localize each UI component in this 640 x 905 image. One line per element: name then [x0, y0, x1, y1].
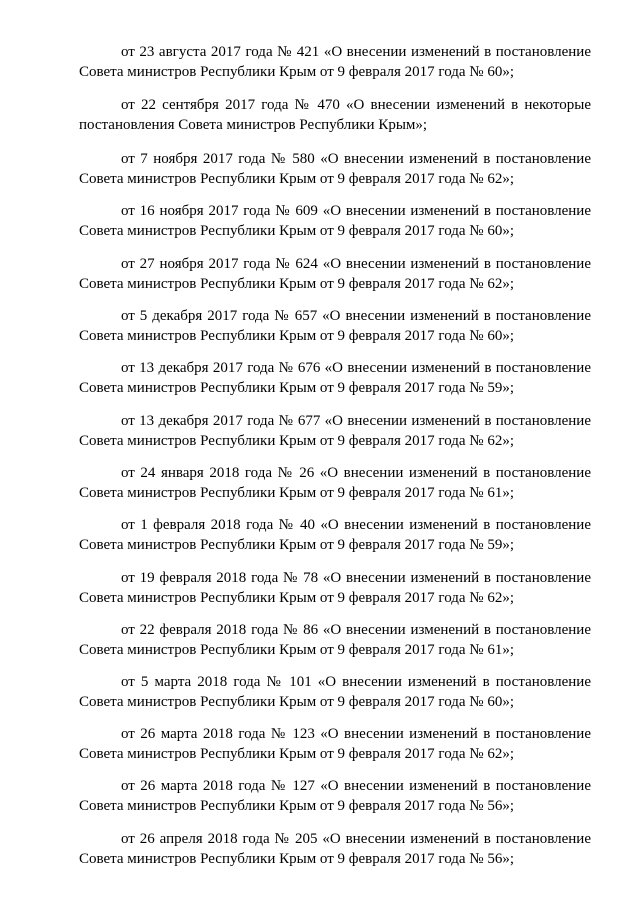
entry-second-line: Совета министров Республики Крым от 9 февраля 2017 года № 60»;	[79, 64, 515, 80]
entry-second-line: Совета министров Республики Крым от 9 февраля 2017 года № 56»;	[79, 851, 515, 867]
list-item	[79, 411, 591, 451]
entry-second-line: Совета министров Республики Крым от 9 февраля 2017 года № 62»;	[79, 746, 515, 762]
list-item	[79, 672, 591, 712]
entry-second-line: Совета министров Республики Крым от 9 февраля 2017 года № 60»;	[79, 223, 515, 239]
entry-first-line: от 24 января 2018 года № 26 «О внесении изменений в постановление	[121, 465, 591, 481]
list-item	[79, 149, 591, 189]
list-item	[79, 776, 591, 816]
entry-first-line: от 19 февраля 2018 года № 78 «О внесении изменений в постановление	[121, 570, 591, 586]
entry-first-line: от 22 февраля 2018 года № 86 «О внесении изменений в постановление	[121, 622, 591, 638]
entry-first-line: от 7 ноября 2017 года № 580 «О внесении изменений в постановление	[121, 151, 591, 167]
list-item	[79, 568, 591, 608]
list-item	[79, 724, 591, 764]
list-item	[79, 201, 591, 241]
entry-second-line: постановления Совета министров Республики Крым»;	[79, 117, 428, 133]
list-item	[79, 95, 591, 135]
entry-first-line: от 5 марта 2018 года № 101 «О внесении изменений в постановление	[121, 674, 591, 690]
list-item	[79, 463, 591, 503]
list-item	[79, 829, 591, 869]
list-item	[79, 306, 591, 346]
list-item	[79, 620, 591, 660]
entry-second-line: Совета министров Республики Крым от 9 февраля 2017 года № 62»;	[79, 171, 515, 187]
entry-first-line: от 13 декабря 2017 года № 676 «О внесении изменений в постановление	[121, 360, 591, 376]
entry-second-line: Совета министров Республики Крым от 9 февраля 2017 года № 60»;	[79, 328, 515, 344]
entry-second-line: Совета министров Республики Крым от 9 февраля 2017 года № 59»;	[79, 380, 515, 396]
list-item	[79, 358, 591, 398]
entry-first-line: от 13 декабря 2017 года № 677 «О внесении изменений в постановление	[121, 413, 591, 429]
entry-second-line: Совета министров Республики Крым от 9 февраля 2017 года № 62»;	[79, 433, 515, 449]
entry-first-line: от 26 марта 2018 года № 127 «О внесении изменений в постановление	[121, 778, 591, 794]
entry-first-line: от 27 ноября 2017 года № 624 «О внесении изменений в постановление	[121, 256, 591, 272]
entry-second-line: Совета министров Республики Крым от 9 февраля 2017 года № 61»;	[79, 642, 515, 658]
entry-first-line: от 26 марта 2018 года № 123 «О внесении изменений в постановление	[121, 726, 591, 742]
entry-second-line: Совета министров Республики Крым от 9 февраля 2017 года № 56»;	[79, 798, 515, 814]
entry-first-line: от 26 апреля 2018 года № 205 «О внесении изменений в постановление	[121, 831, 591, 847]
entry-second-line: Совета министров Республики Крым от 9 февраля 2017 года № 62»;	[79, 276, 515, 292]
entry-second-line: Совета министров Республики Крым от 9 февраля 2017 года № 60»;	[79, 694, 515, 710]
entry-first-line: от 22 сентября 2017 года № 470 «О внесении изменений в некоторые	[121, 97, 591, 113]
list-item	[79, 515, 591, 555]
entry-second-line: Совета министров Республики Крым от 9 февраля 2017 года № 62»;	[79, 590, 515, 606]
entry-second-line: Совета министров Республики Крым от 9 февраля 2017 года № 61»;	[79, 485, 515, 501]
list-item	[79, 254, 591, 294]
list-item	[79, 42, 591, 82]
entry-second-line: Совета министров Республики Крым от 9 февраля 2017 года № 59»;	[79, 537, 515, 553]
entry-first-line: от 1 февраля 2018 года № 40 «О внесении изменений в постановление	[121, 517, 591, 533]
entry-first-line: от 5 декабря 2017 года № 657 «О внесении изменений в постановление	[121, 308, 591, 324]
entry-first-line: от 23 августа 2017 года № 421 «О внесении изменений в постановление	[121, 44, 591, 60]
entry-first-line: от 16 ноября 2017 года № 609 «О внесении изменений в постановление	[121, 203, 591, 219]
